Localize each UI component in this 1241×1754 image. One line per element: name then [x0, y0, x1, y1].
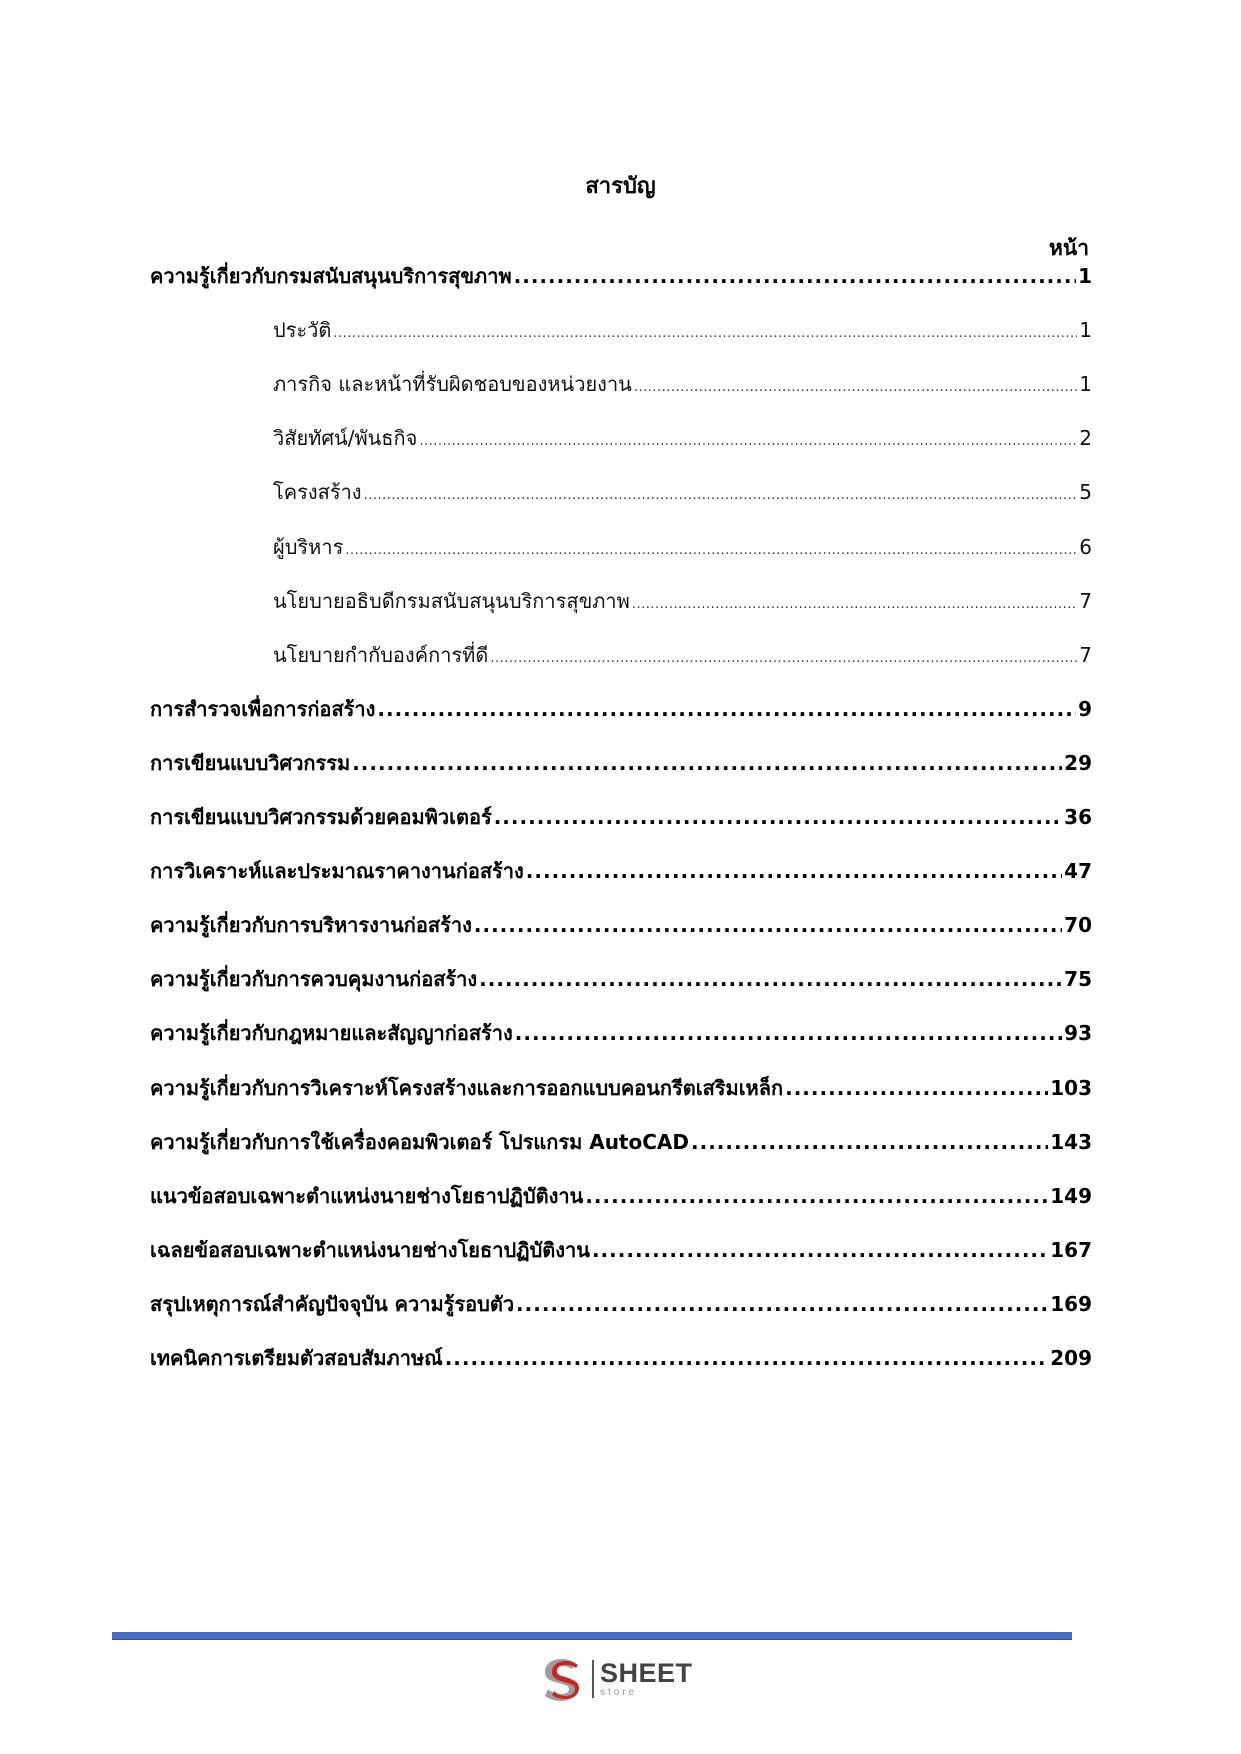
footer-rule [112, 1632, 1072, 1640]
toc-entry[interactable] [150, 1342, 1092, 1376]
toc-entry[interactable] [273, 422, 1092, 456]
toc-entry-label: วิสัยทัศน์/พันธกิจ [273, 426, 418, 450]
toc-entry-page: 7 [1079, 589, 1092, 613]
toc-entry[interactable] [150, 1288, 1092, 1322]
toc-entry-label: ความรู้เกี่ยวกับกฎหมายและสัญญาก่อสร้าง [150, 1021, 513, 1045]
toc-entry[interactable] [150, 1126, 1092, 1160]
toc-entry[interactable] [150, 1017, 1092, 1051]
toc-entry-label: ความรู้เกี่ยวกับการบริหารงานก่อสร้าง [150, 913, 472, 937]
toc-entry-page: 5 [1079, 480, 1092, 504]
toc-entry[interactable] [150, 1072, 1092, 1106]
toc-entry[interactable] [273, 531, 1092, 565]
toc-entry[interactable] [150, 260, 1092, 294]
toc-dot-leader [592, 1238, 1048, 1262]
toc-dot-leader [785, 1076, 1048, 1100]
toc-dot-leader [352, 751, 1062, 775]
toc-entry-page: 169 [1050, 1292, 1092, 1316]
toc-entry-page: 167 [1050, 1238, 1092, 1262]
toc-entry-label: ภารกิจ และหน้าที่รับผิดชอบของหน่วยงาน [273, 372, 632, 396]
toc-entry-page: 209 [1050, 1346, 1092, 1370]
toc-entry[interactable] [150, 855, 1092, 889]
logo-wordmark [600, 1660, 693, 1698]
toc-entry-label: ประวัติ [273, 318, 332, 342]
toc-entry-page: 103 [1050, 1076, 1092, 1100]
toc-entry-label: แนวข้อสอบเฉพาะตำแหน่งนายช่างโยธาปฏิบัติงาน [150, 1184, 584, 1208]
toc-dot-leader [474, 913, 1062, 937]
toc-entry[interactable] [273, 639, 1092, 673]
toc-dot-leader [479, 967, 1062, 991]
toc-dot-leader [515, 1021, 1062, 1045]
toc-entry-label: การเขียนแบบวิศวกรรมด้วยคอมพิวเตอร์ [150, 805, 492, 829]
toc-entry[interactable] [150, 693, 1092, 727]
toc-entry-label: เทคนิคการเตรียมตัวสอบสัมภาษณ์ [150, 1346, 443, 1370]
toc-entry[interactable] [150, 1180, 1092, 1214]
toc-dot-leader [377, 697, 1076, 721]
toc-entry-label: ความรู้เกี่ยวกับการใช้เครื่องคอมพิวเตอร์ โปรแกรม AutoCAD [150, 1130, 689, 1154]
toc-entry-label: ความรู้เกี่ยวกับกรมสนับสนุนบริการสุขภาพ [150, 264, 512, 288]
toc-entry-page: 75 [1064, 967, 1092, 991]
toc-entry-label: การเขียนแบบวิศวกรรม [150, 751, 351, 775]
toc-entry-label: ความรู้เกี่ยวกับการวิเคราะห์โครงสร้างและการออกแบบคอนกรีตเสริมเหล็ก [150, 1076, 784, 1100]
toc-entry-label: สรุปเหตุการณ์สำคัญปัจจุบัน ความรู้รอบตัว [150, 1292, 515, 1316]
logo-brand: SHEET [600, 1658, 693, 1688]
logo-sub: store [600, 1687, 638, 1698]
toc-dot-leader [333, 326, 1077, 341]
toc-entry-page: 7 [1079, 643, 1092, 667]
toc-entry[interactable] [150, 747, 1092, 781]
sheetstore-s-logo-icon [540, 1655, 588, 1703]
toc-dot-leader [419, 434, 1077, 449]
toc-entry-page: 143 [1050, 1130, 1092, 1154]
toc-dot-leader [490, 651, 1077, 666]
toc-entry[interactable] [150, 963, 1092, 997]
toc-entry-label: การวิเคราะห์และประมาณราคางานก่อสร้าง [150, 859, 524, 883]
toc-entry-page: 2 [1079, 426, 1092, 450]
toc-dot-leader [526, 859, 1062, 883]
toc-entry-label: การสำรวจเพื่อการก่อสร้าง [150, 697, 376, 721]
toc-dot-leader [494, 805, 1062, 829]
page-column-header: หน้า [1049, 236, 1089, 260]
toc-entry[interactable] [273, 476, 1092, 510]
toc-entry-page: 1 [1078, 264, 1092, 288]
toc-title: สารบัญ [585, 174, 656, 199]
toc-dot-leader [585, 1184, 1048, 1208]
toc-entry-page: 9 [1078, 697, 1092, 721]
toc-entry[interactable] [273, 585, 1092, 619]
toc-entry-page: 1 [1079, 372, 1092, 396]
toc-entry[interactable] [150, 801, 1092, 835]
toc-entry-label: นโยบายกำกับองค์การที่ดี [273, 643, 489, 667]
toc-entry-page: 1 [1079, 318, 1092, 342]
toc-entry-page: 70 [1064, 913, 1092, 937]
toc-dot-leader [691, 1130, 1048, 1154]
toc-dot-leader [632, 597, 1077, 612]
toc-entry[interactable] [150, 909, 1092, 943]
toc-entry[interactable] [273, 368, 1092, 402]
toc-dot-leader [514, 264, 1076, 288]
toc-dot-leader [516, 1292, 1048, 1316]
toc-entry-label: นโยบายอธิบดีกรมสนับสนุนบริการสุขภาพ [273, 589, 630, 613]
toc-dot-leader [634, 380, 1077, 395]
toc-entry-label: โครงสร้าง [273, 480, 362, 504]
toc-entry-label: เฉลยข้อสอบเฉพาะตำแหน่งนายช่างโยธาปฏิบัติงาน [150, 1238, 590, 1262]
toc-dot-leader [364, 488, 1078, 503]
toc-entry-page: 29 [1064, 751, 1092, 775]
toc-entry-label: ความรู้เกี่ยวกับการควบคุมงานก่อสร้าง [150, 967, 478, 991]
toc-entry-page: 149 [1050, 1184, 1092, 1208]
toc-entry-page: 47 [1064, 859, 1092, 883]
toc-entry-label: ผู้บริหาร [273, 535, 344, 559]
toc-dot-leader [345, 543, 1077, 558]
toc-entry[interactable] [273, 314, 1092, 348]
toc-entry-page: 36 [1064, 805, 1092, 829]
toc-entry-page: 93 [1064, 1021, 1092, 1045]
footer-logo [540, 1655, 693, 1703]
toc-dot-leader [445, 1346, 1049, 1370]
logo-separator [592, 1660, 594, 1698]
toc-entry[interactable] [150, 1234, 1092, 1268]
toc-entry-page: 6 [1079, 535, 1092, 559]
